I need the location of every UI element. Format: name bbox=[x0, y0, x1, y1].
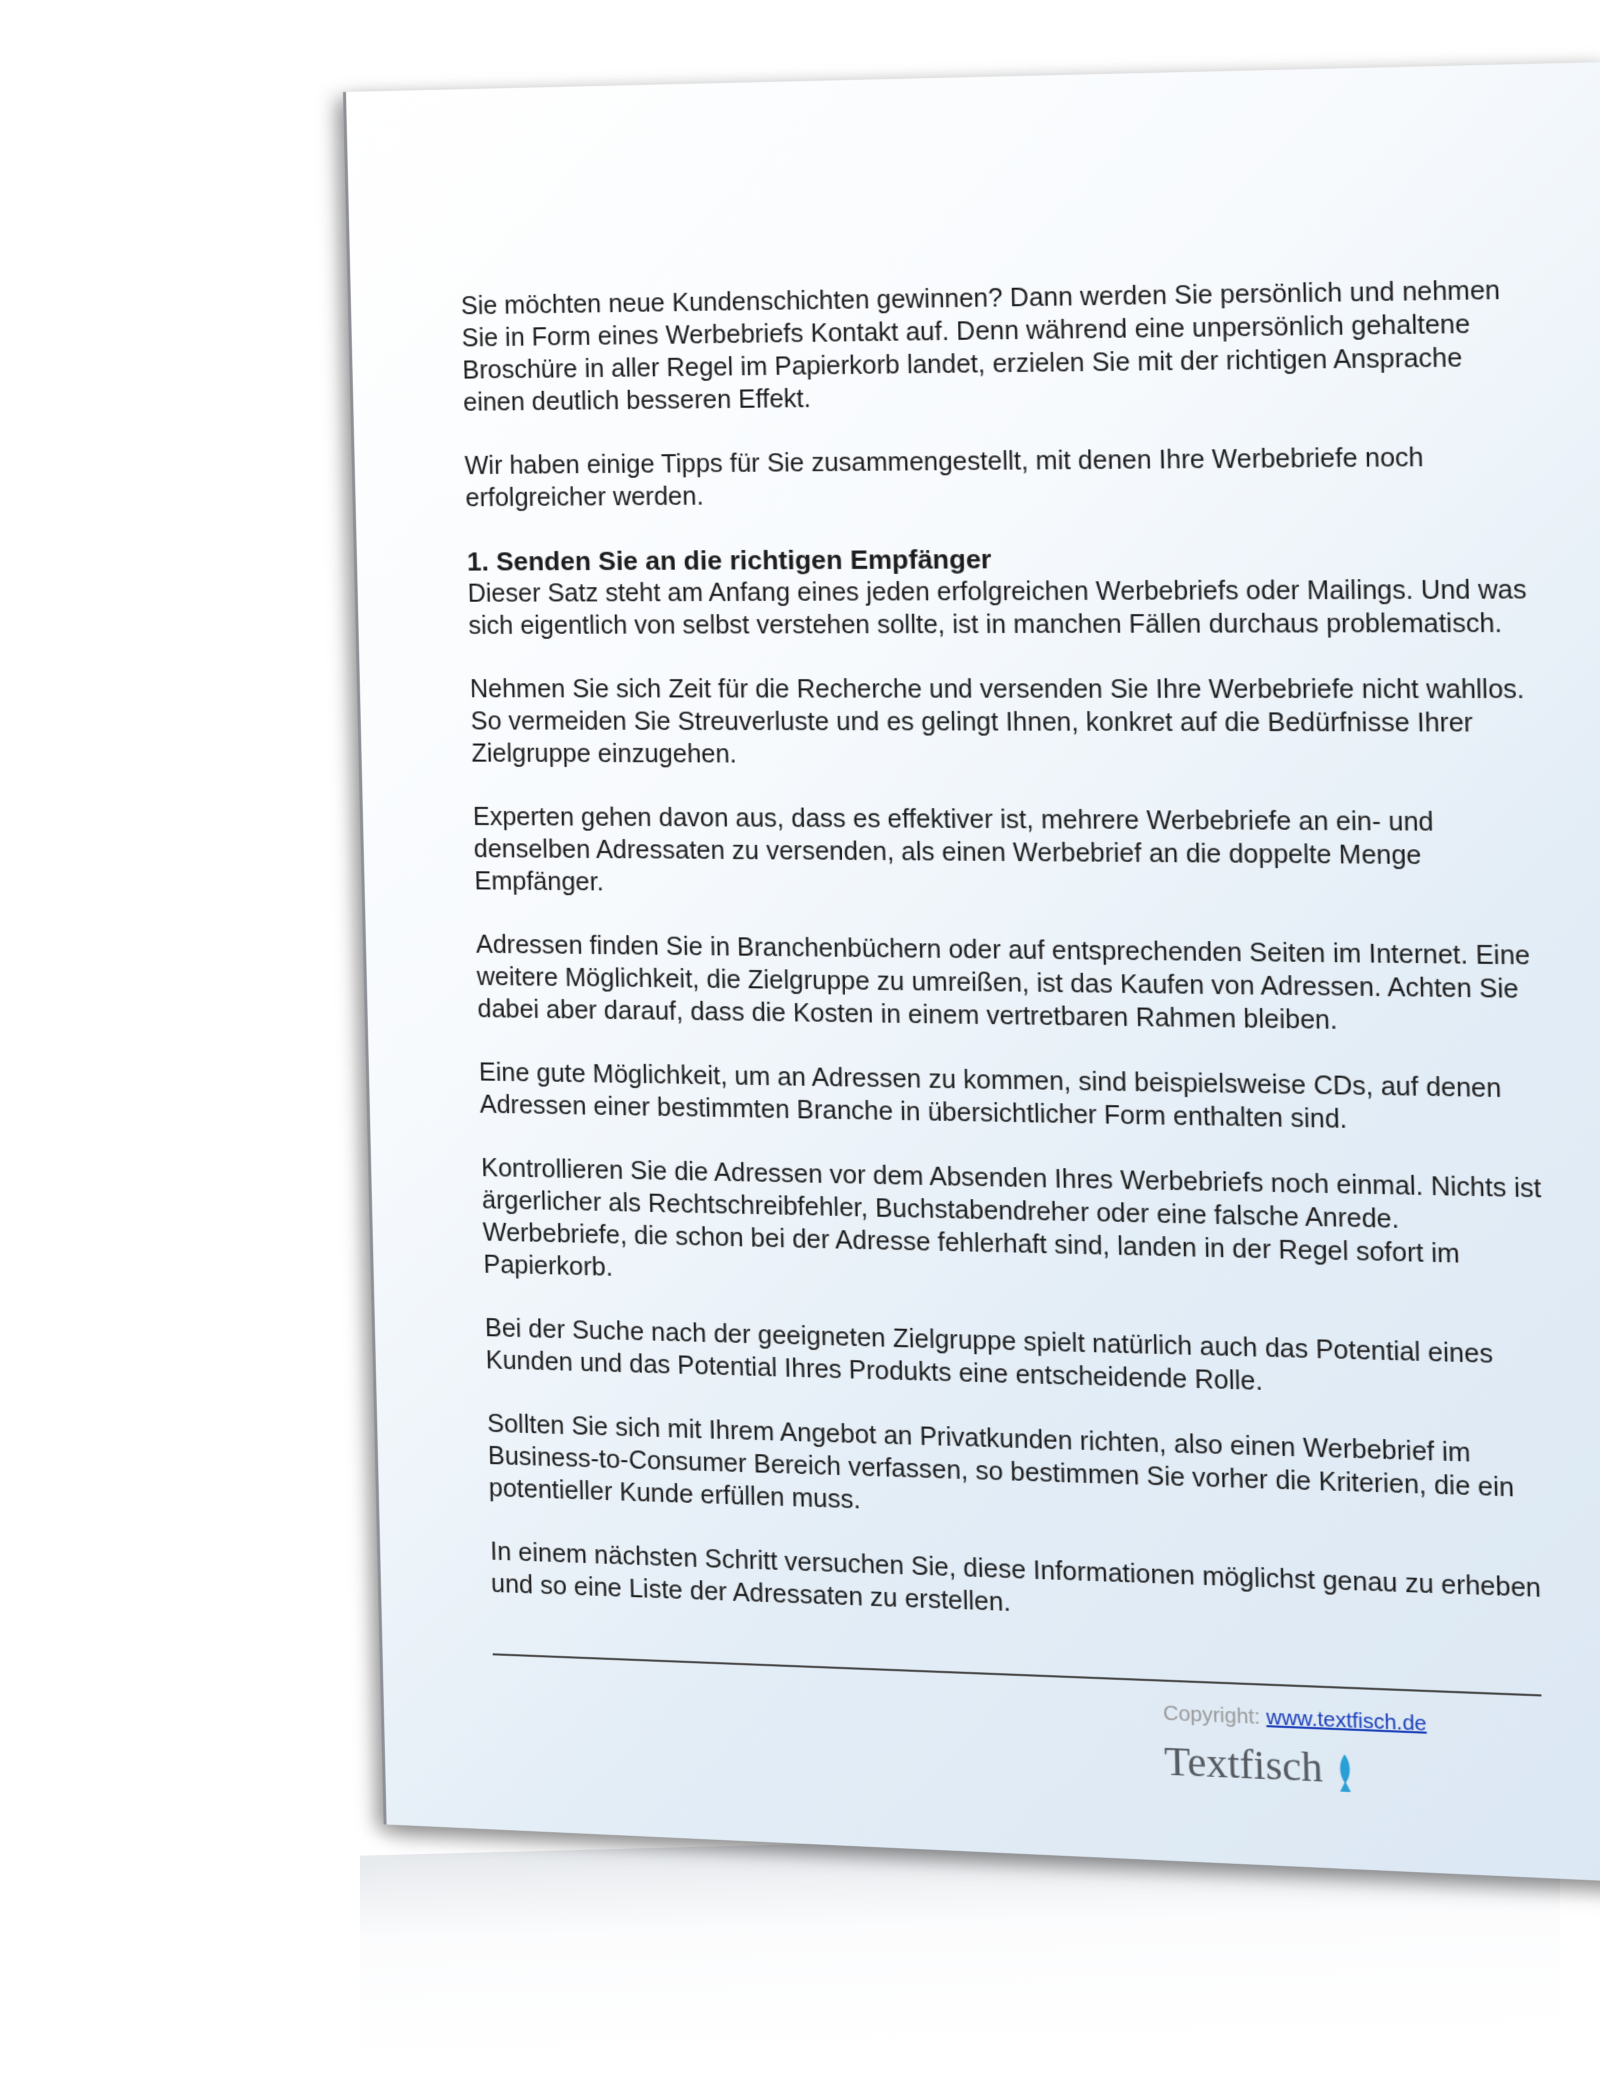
section-heading: 1. Senden Sie an die richtigen Empfänger bbox=[466, 543, 992, 577]
section-paragraph-4: Adressen finden Sie in Branchenbüchern oder auf entsprechenden Seiten im Internet. Eine weitere Möglichkeit, die Zielgruppe zu umreißen, ist das Kaufen von Adressen. Achten Sie dabei aber darauf, dass die Kosten in einem vertretbaren Rahmen bleiben. bbox=[475, 930, 1531, 1036]
copyright-link[interactable]: www.textfisch.de bbox=[1265, 1706, 1427, 1736]
intro-paragraph-1: Sie möchten neue Kundenschichten gewinnen? Dann werden Sie persönlich und nehmen Sie in Form eines Werbebriefs Kontakt auf. Denn während eine unpersönlich gehaltene Broschüre in aller Regel im Papierkorb landet, erzielen Sie mit der richtigen Ansprache einen deutlich besseren Effekt. bbox=[460, 276, 1501, 417]
copyright-label: Copyright: bbox=[1162, 1702, 1267, 1730]
logo-text: Textfisch bbox=[1163, 1737, 1324, 1791]
intro-paragraph-2: Wir haben einige Tipps für Sie zusammengestellt, mit denen Ihre Werbebriefe noch erfolgreicher werden. bbox=[464, 443, 1424, 513]
section-paragraph-5: Eine gute Möglichkeit, um an Adressen zu kommen, sind beispielsweise CDs, auf denen Adressen einer bestimmten Branche in übersichtlicher Form enthalten sind. bbox=[478, 1058, 1502, 1135]
section-paragraph-6: Kontrollieren Sie die Adressen vor dem Absenden Ihres Werbebriefs noch einmal. Nichts ist ärgerlicher als Rechtschreibfehler, Buchstabendreher oder eine falsche Anrede. Werbebriefe, die schon bei der Adresse fehlerhaft sind, landen in der Regel sofort im Papierkorb. bbox=[480, 1153, 1542, 1282]
section-paragraph-8: Sollten Sie sich mit Ihrem Angebot an Privatkunden richten, also einen Werbebrief im Business-to-Consumer Bereich verfassen, so bestimmen Sie vorher die Kriterien, die ein potentieller Kunde erfüllen muss. bbox=[486, 1409, 1515, 1515]
section-paragraph-3: Experten gehen davon aus, dass es effektiver ist, mehrere Werbebriefe an ein- und denselben Adressaten zu versenden, als einen Werbebrief an die doppelte Menge Empfänger. bbox=[472, 802, 1434, 897]
copyright-notice bbox=[1163, 1702, 1427, 1737]
fish-icon bbox=[1333, 1752, 1358, 1795]
document-page bbox=[343, 62, 1600, 1883]
section-paragraph-2: Nehmen Sie sich Zeit für die Recherche und versenden Sie Ihre Werbebriefe nicht wahllos. So vermeiden Sie Streuverluste und es gelingt Ihnen, konkret auf die Bedürfnisse Ihrer Zielgruppe einzugehen. bbox=[469, 675, 1525, 769]
document-body bbox=[461, 274, 1563, 1673]
textfisch-logo bbox=[1164, 1736, 1358, 1794]
section-paragraph-9: In einem nächsten Schritt versuchen Sie, diese Informationen möglichst genau zu erheben und so eine Liste der Adressaten zu erstellen. bbox=[489, 1537, 1542, 1618]
section-paragraph-7: Bei der Suche nach der geeigneten Zielgruppe spielt natürlich auch das Potential eines Kunden und das Potential Ihres Produkts eine entscheidende Rolle. bbox=[484, 1313, 1494, 1397]
section-paragraph-1: Dieser Satz steht am Anfang eines jeden erfolgreichen Werbebriefs oder Mailings. Und was sich eigentlich von selbst verstehen sollte, ist in manchen Fällen durchaus problematisch. bbox=[467, 575, 1527, 640]
